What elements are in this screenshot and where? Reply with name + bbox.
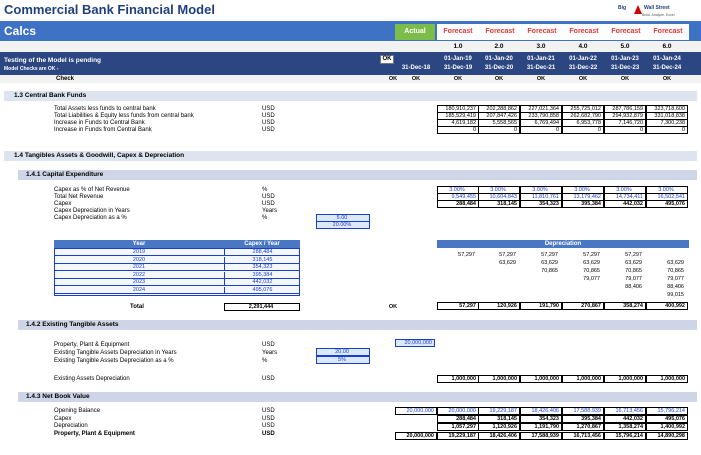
row-unit: Years (262, 208, 278, 214)
end-date: 31-Dec-22 (568, 65, 598, 71)
row-unit: USD (262, 376, 275, 382)
row-unit: USD (262, 127, 275, 133)
ppe-cell[interactable]: 18,426,406 (478, 432, 520, 440)
dep-total-cell[interactable]: 57,297 (437, 302, 479, 310)
dep-total-cell[interactable]: 270,867 (562, 302, 604, 310)
end-date: 31-Dec-21 (526, 65, 556, 71)
row-label: Capex as % of Net Revenue (54, 187, 130, 193)
depreciation-value: 70,865 (583, 268, 600, 274)
row-unit: USD (262, 423, 275, 429)
value-cell[interactable]: 227,021,364 (520, 105, 562, 113)
row-unit: USD (262, 415, 275, 422)
row-label: Total Liabilities & Equity less funds from central bank (54, 113, 194, 119)
depreciation-value: 79,077 (625, 276, 642, 282)
value-cell[interactable]: 7,146,720 (604, 119, 646, 127)
value-cell[interactable]: 7,300,238 (646, 119, 688, 127)
row-label: Capex (54, 415, 72, 422)
value-cell[interactable]: 0 (478, 126, 520, 134)
value-cell[interactable]: 4,619,182 (437, 119, 479, 127)
ok-check: OK (411, 76, 421, 82)
value-cell[interactable]: 233,790,858 (520, 112, 562, 120)
end-date: 31-Dec-24 (652, 65, 682, 71)
row-unit: Years (262, 350, 278, 356)
ppe-cell[interactable]: 15,796,214 (604, 432, 646, 440)
value-cell[interactable]: 331,018,838 (646, 112, 688, 120)
capex-cell[interactable]: 442,032 (604, 415, 646, 423)
period-number: 5.0 (620, 43, 630, 50)
capex-year-cell[interactable]: 288,484 (224, 249, 300, 256)
model-checks-status: Model Checks are OK - (4, 66, 59, 72)
actual-header: Actual (395, 24, 435, 40)
value-cell[interactable]: 6,953,778 (562, 119, 604, 127)
start-date: 01-Jan-24 (653, 56, 681, 62)
section-1-3: 1.3 Central Bank Funds (4, 91, 697, 101)
section-1-4-1: 1.4.1 Capital Expenditure (18, 170, 697, 180)
depreciation-cell[interactable]: 1,400,992 (646, 423, 688, 431)
dep-total-cell[interactable]: 358,274 (604, 302, 646, 310)
capex-pct-cell[interactable]: 3.00% (437, 186, 479, 194)
capex-cell[interactable]: 442,032 (604, 200, 646, 208)
forecast-header: Forecast (605, 24, 647, 40)
row-unit: USD (262, 342, 275, 348)
opening-cell[interactable]: 16,713,456 (604, 407, 646, 415)
ppe-cell[interactable]: 17,588,939 (520, 432, 562, 440)
opening-cell[interactable]: 18,426,406 (520, 407, 562, 415)
logo-text-wallstreet: Wall Street (644, 5, 670, 11)
value-cell[interactable]: 323,718,600 (646, 105, 688, 113)
capex-cell[interactable]: 318,145 (478, 415, 520, 423)
capex-cell[interactable]: 288,484 (437, 415, 479, 423)
section-1-4: 1.4 Tangibles Assets & Goodwill, Capex & Depreciation (4, 151, 697, 161)
period-number: 2.0 (494, 43, 504, 50)
year-cell: 2022 (54, 272, 224, 279)
total-label: Total (130, 304, 144, 310)
opening-cell[interactable]: 17,588,939 (562, 407, 604, 415)
row-unit: USD (262, 408, 275, 414)
capex-cell[interactable]: 354,323 (520, 415, 562, 423)
bird-icon (634, 5, 642, 14)
existing-dep-cell[interactable]: 1,000,000 (646, 375, 688, 383)
capex-pct-cell[interactable]: 3.00% (478, 186, 520, 194)
row-unit: USD (262, 113, 275, 119)
testing-status: Testing of the Model is pending (4, 57, 102, 64)
value-cell[interactable]: 287,786,159 (604, 105, 646, 113)
years-input[interactable]: 20.00 (316, 348, 370, 356)
period-number: 3.0 (536, 43, 546, 50)
capex-cell[interactable]: 288,484 (437, 200, 479, 208)
capex-cell[interactable]: 495,076 (646, 200, 688, 208)
ok-check: OK (494, 76, 504, 82)
value-cell[interactable]: 185,529,419 (437, 112, 479, 120)
forecast-header: Forecast (563, 24, 605, 40)
ok-check: OK (388, 304, 398, 310)
row-label: Total Assets less funds to central bank (54, 106, 156, 112)
value-cell[interactable]: 0 (437, 126, 479, 134)
net-revenue-cell[interactable]: 10,604,843 (478, 193, 520, 201)
row-label: Existing Tangible Assets Depreciation as a % (54, 358, 174, 364)
opening-cell[interactable]: 20,000,000 (437, 407, 479, 415)
depreciation-cell[interactable]: 1,270,867 (562, 423, 604, 431)
depreciation-cell[interactable]: 1,358,274 (604, 423, 646, 431)
depreciation-value: 63,629 (499, 260, 516, 266)
row-label: Increase in Funds from Central Bank (54, 127, 152, 133)
row-label: Increase in Funds to Central Bank (54, 120, 145, 126)
section-1-4-3: 1.4.3 Net Book Value (18, 392, 697, 402)
ppe-cell[interactable]: 16,713,456 (562, 432, 604, 440)
brand-logo (618, 2, 680, 22)
forecast-header: Forecast (647, 24, 689, 40)
start-date: 01-Jan-20 (485, 56, 513, 62)
value-cell[interactable]: 0 (604, 126, 646, 134)
row-label: Capex (54, 201, 72, 207)
year-cell: 2021 (54, 264, 224, 271)
capex-year-cell[interactable]: 395,384 (224, 272, 300, 279)
net-revenue-cell[interactable]: 9,549,455 (437, 193, 479, 201)
row-unit: % (262, 187, 268, 193)
depreciation-value: 57,297 (625, 252, 642, 258)
value-cell[interactable]: 0 (520, 126, 562, 134)
dep-pct-input[interactable]: 20.00% (316, 221, 370, 229)
ppe-cell[interactable]: 14,890,298 (646, 432, 688, 440)
row-label: Total Net Revenue (54, 194, 104, 200)
depreciation-value: 63,629 (667, 260, 684, 266)
opening-actual-cell[interactable]: 20,000,000 (395, 407, 437, 415)
period-number: 1.0 (453, 43, 463, 50)
row-unit: % (262, 215, 268, 221)
sheet-title: Calcs (4, 24, 37, 38)
depreciation-value: 88,406 (667, 284, 684, 290)
depreciation-value: 99,015 (667, 292, 684, 298)
value-cell[interactable]: 5,558,565 (478, 119, 520, 127)
row-unit: USD (262, 430, 275, 437)
depreciation-value: 88,406 (625, 284, 642, 290)
depreciation-cell[interactable]: 1,191,790 (520, 423, 562, 431)
year-cell: 2024 (54, 287, 224, 294)
existing-dep-cell[interactable]: 1,000,000 (520, 375, 562, 383)
end-date: 31-Dec-23 (610, 65, 640, 71)
ppe-actual-cell[interactable]: 20,000,000 (395, 432, 437, 440)
ppe-cell[interactable]: 19,229,187 (437, 432, 479, 440)
value-cell[interactable]: 262,682,790 (562, 112, 604, 120)
row-unit: % (262, 358, 268, 364)
net-revenue-cell[interactable]: 13,179,462 (562, 193, 604, 201)
opening-cell[interactable]: 15,796,214 (646, 407, 688, 415)
depreciation-value: 70,865 (625, 268, 642, 274)
row-label: Existing Tangible Assets Depreciation in Years (54, 350, 177, 356)
period-number: 6.0 (662, 43, 672, 50)
depreciation-value: 79,077 (667, 276, 684, 282)
logo-tagline: Build. Analyze. Excel (642, 13, 675, 17)
existing-dep-cell[interactable]: 1,000,000 (562, 375, 604, 383)
opening-cell[interactable]: 19,229,187 (478, 407, 520, 415)
value-cell[interactable]: 0 (646, 126, 688, 134)
depreciation-value: 70,865 (667, 268, 684, 274)
value-cell[interactable]: 180,910,237 (437, 105, 479, 113)
end-date: 31-Dec-20 (484, 65, 514, 71)
capex-year-header: Capex / Year (224, 240, 300, 248)
capex-cell[interactable]: 318,145 (478, 200, 520, 208)
capex-year-cell[interactable]: 495,076 (224, 287, 300, 294)
net-revenue-cell[interactable]: 14,734,411 (604, 193, 646, 201)
forecast-header: Forecast (521, 24, 563, 40)
existing-dep-cell[interactable]: 1,000,000 (437, 375, 479, 383)
app-title: Commercial Bank Financial Model (4, 2, 215, 17)
dep-total-cell[interactable]: 191,790 (520, 302, 562, 310)
capex-cell[interactable]: 395,384 (562, 200, 604, 208)
period-number: 4.0 (578, 43, 588, 50)
capex-cell[interactable]: 395,384 (562, 415, 604, 423)
start-date: 01-Jan-21 (527, 56, 555, 62)
depreciation-value: 57,297 (583, 252, 600, 258)
check-label: Check (56, 76, 75, 82)
capex-cell[interactable]: 354,323 (520, 200, 562, 208)
value-cell[interactable]: 6,769,494 (520, 119, 562, 127)
ok-check: OK (453, 76, 463, 82)
end-date: 31-Dec-18 (401, 65, 431, 71)
year-header: Year (54, 240, 224, 248)
year-cell: 2020 (54, 257, 224, 264)
forecast-header: Forecast (479, 24, 521, 40)
year-cell: 2023 (54, 279, 224, 286)
logo-text-big: Big (618, 5, 627, 11)
depreciation-value: 63,629 (583, 260, 600, 266)
dep-total-cell[interactable]: 120,926 (478, 302, 520, 310)
capex-year-cell[interactable]: 354,323 (224, 264, 300, 271)
row-label: Property, Plant & Equipment (54, 430, 135, 437)
pct-input[interactable]: 5% (316, 356, 370, 364)
value-cell[interactable]: 202,288,862 (478, 105, 520, 113)
ok-check: OK (388, 76, 398, 82)
forecast-header: Forecast (437, 24, 479, 40)
row-unit: USD (262, 106, 275, 112)
start-date: 01-Jan-19 (444, 56, 472, 62)
dep-total-cell[interactable]: 400,992 (646, 302, 688, 310)
row-unit: USD (262, 201, 275, 207)
value-cell[interactable]: 0 (562, 126, 604, 134)
start-date: 01-Jan-23 (611, 56, 639, 62)
ok-check: OK (620, 76, 630, 82)
capex-pct-cell[interactable]: 3.00% (520, 186, 562, 194)
depreciation-header: Depreciation (437, 240, 689, 248)
row-label: Capex Depreciation in Years (54, 208, 130, 214)
row-unit: USD (262, 194, 275, 200)
existing-dep-cell[interactable]: 1,000,000 (478, 375, 520, 383)
existing-dep-cell[interactable]: 1,000,000 (604, 375, 646, 383)
depreciation-value: 57,297 (499, 252, 516, 258)
row-label: Property, Plant & Equipment (54, 342, 130, 348)
depreciation-value: 63,629 (541, 260, 558, 266)
net-revenue-cell[interactable]: 11,810,761 (520, 193, 562, 201)
value-cell[interactable]: 207,847,426 (478, 112, 520, 120)
row-label: Capex Depreciation as a % (54, 215, 127, 221)
capex-year-cell[interactable]: 318,145 (224, 257, 300, 264)
value-cell[interactable]: 294,932,879 (604, 112, 646, 120)
capex-pct-cell[interactable]: 3.00% (604, 186, 646, 194)
depreciation-value: 57,297 (458, 252, 475, 258)
capex-year-cell[interactable]: 442,032 (224, 279, 300, 286)
depreciation-value: 79,077 (583, 276, 600, 282)
ok-check: OK (536, 76, 546, 82)
ok-check: OK (662, 76, 672, 82)
end-date: 31-Dec-19 (443, 65, 473, 71)
depreciation-value: 63,629 (625, 260, 642, 266)
row-label: Opening Balance (54, 408, 101, 414)
row-label: Depreciation (54, 423, 88, 429)
capex-cell[interactable]: 495,076 (646, 415, 688, 423)
depreciation-value: 70,865 (541, 268, 558, 274)
depreciation-value: 57,297 (541, 252, 558, 258)
row-label: Existing Assets Depreciation (54, 376, 130, 382)
row-unit: USD (262, 120, 275, 126)
depreciation-cell[interactable]: 1,057,297 (437, 423, 479, 431)
ok-status-box[interactable]: OK (380, 55, 394, 64)
start-date: 01-Jan-22 (569, 56, 597, 62)
section-1-4-2: 1.4.2 Existing Tangible Assets (18, 320, 697, 330)
depreciation-cell[interactable]: 1,120,926 (478, 423, 520, 431)
value-cell[interactable]: 255,725,012 (562, 105, 604, 113)
net-revenue-cell[interactable]: 16,502,541 (646, 193, 688, 201)
capex-total: 2,291,444 (224, 303, 300, 311)
year-cell: 2019 (54, 249, 224, 256)
capex-pct-cell[interactable]: 3.00% (646, 186, 688, 194)
ok-check: OK (578, 76, 588, 82)
capex-pct-cell[interactable]: 3.00% (562, 186, 604, 194)
ppe-input[interactable]: 20,000,000 (395, 339, 435, 347)
dep-years-input[interactable]: 5.00 (316, 214, 370, 222)
